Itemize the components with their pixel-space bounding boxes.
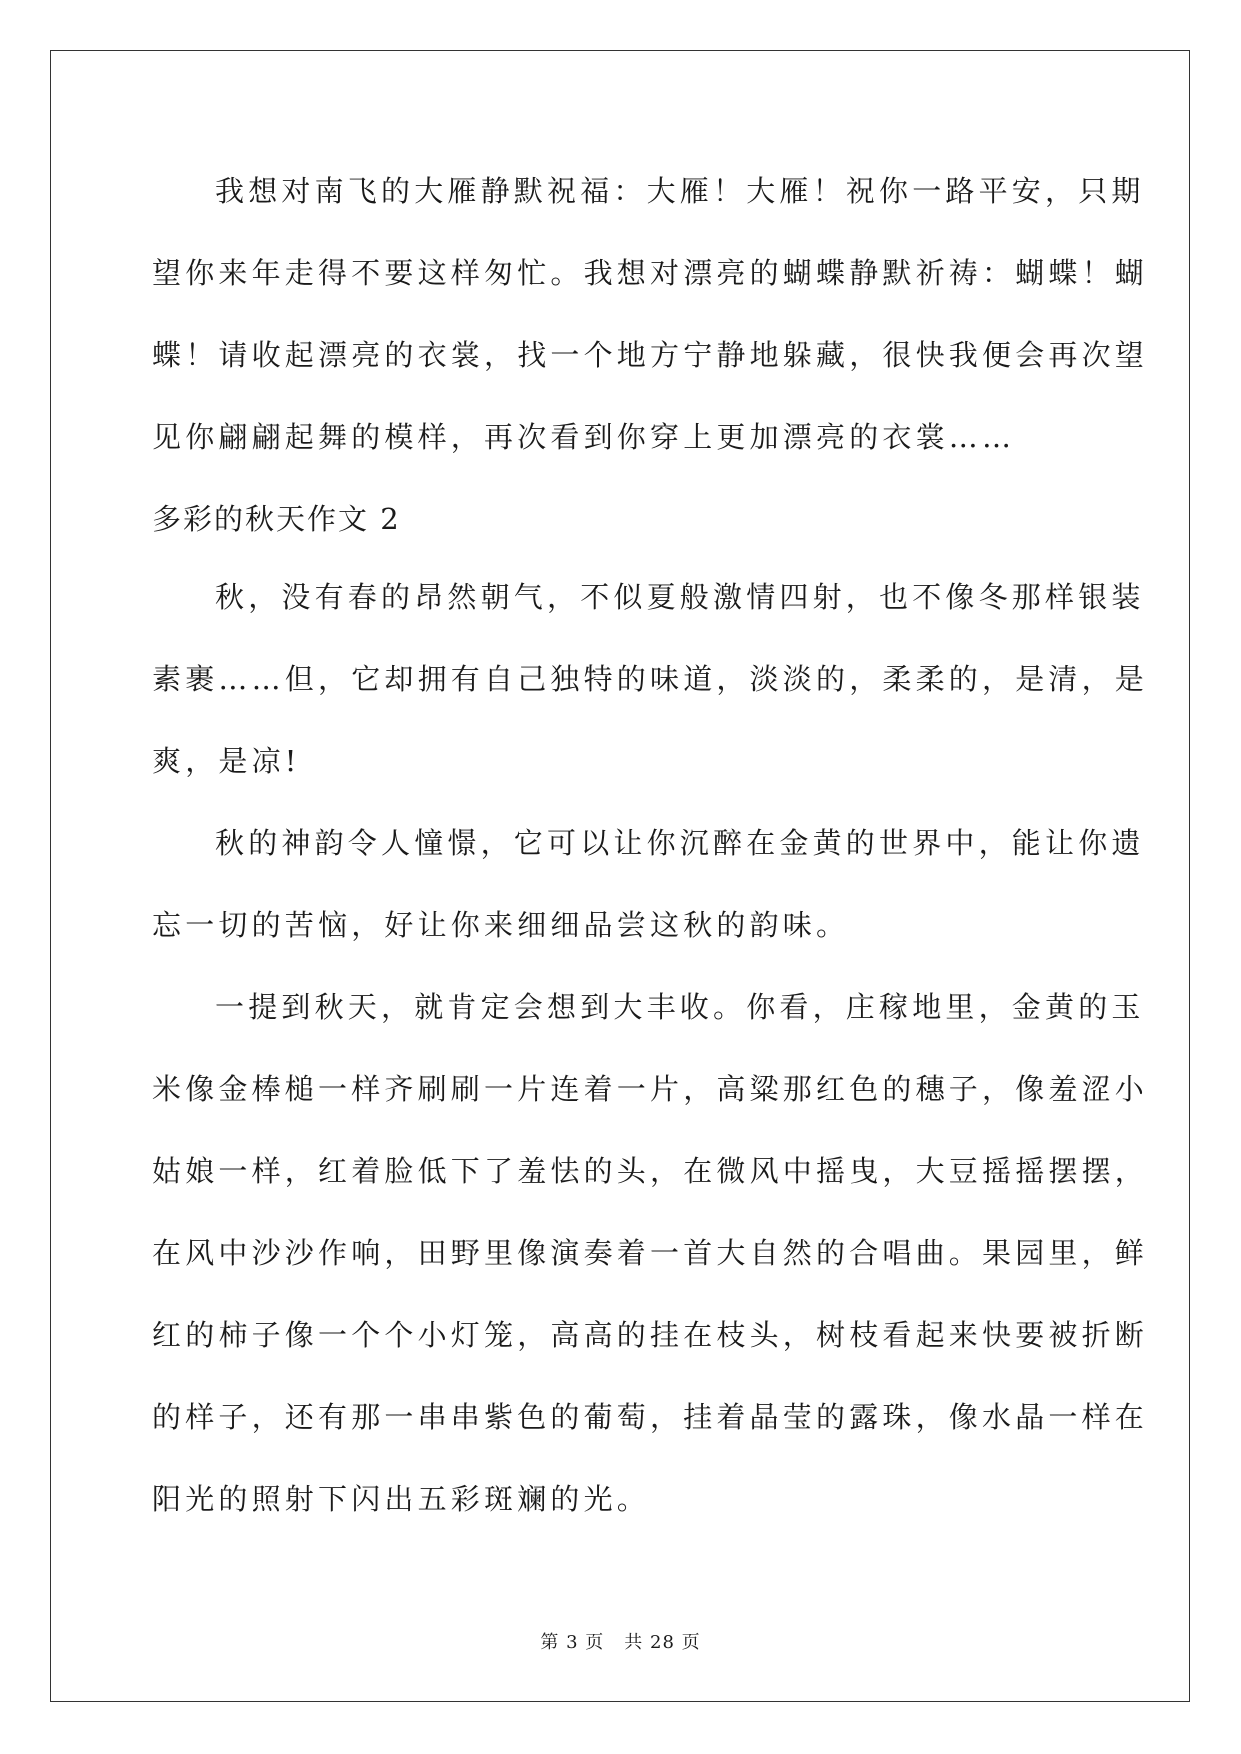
paragraph-1: [152, 155, 1149, 483]
paragraph-line: 一提到秋天，就肯定会想到大丰收。你看，庄稼地里，金黄的玉: [215, 990, 1145, 1024]
paragraph-line: 姑娘一样，红着脸低下了羞怯的头，在微风中摇曳，大豆摇摇摆摆，: [152, 1154, 1149, 1188]
paragraph-line: 蝶！请收起漂亮的衣裳，找一个地方宁静地躲藏，很快我便会再次望: [152, 338, 1149, 372]
paragraph-3: [152, 807, 1145, 971]
paragraph-line: 的样子，还有那一串串紫色的葡萄，挂着晶莹的露珠，像水晶一样在: [152, 1400, 1149, 1434]
paragraph-line: 望你来年走得不要这样匆忙。我想对漂亮的蝴蝶静默祈祷：蝴蝶！蝴: [152, 256, 1149, 290]
paragraph-line: 红的柿子像一个个小灯笼，高高的挂在枝头，树枝看起来快要被折断: [152, 1318, 1149, 1352]
paragraph-line: 爽，是凉!: [152, 744, 301, 778]
paragraph-2: [152, 561, 1149, 807]
paragraph-line: 秋，没有春的昂然朝气，不似夏般激情四射，也不像冬那样银装: [215, 580, 1145, 614]
document-body: [152, 155, 1149, 1545]
page-total: 共 28 页: [624, 1632, 701, 1653]
paragraph-line: 在风中沙沙作响，田野里像演奏着一首大自然的合唱曲。果园里，鲜: [152, 1236, 1149, 1270]
paragraph-line: 我想对南飞的大雁静默祝福：大雁！大雁！祝你一路平安，只期: [215, 174, 1145, 208]
paragraph-line: 米像金棒槌一样齐刷刷一片连着一片，高粱那红色的穗子，像羞涩小: [152, 1072, 1149, 1106]
paragraph-line: 忘一切的苦恼，好让你来细细品尝这秋的韵味。: [152, 908, 850, 942]
page-footer: [0, 1628, 1241, 1654]
paragraph-line: 见你翩翩起舞的模样，再次看到你穿上更加漂亮的衣裳……: [152, 420, 1016, 454]
paragraph-line: 阳光的照射下闪出五彩斑斓的光。: [152, 1482, 651, 1516]
paragraph-4: [152, 971, 1149, 1545]
paragraph-line: 秋的神韵令人憧憬，它可以让你沉醉在金黄的世界中，能让你遗: [215, 826, 1145, 860]
page-number: 第 3 页: [540, 1632, 605, 1653]
section-heading: 多彩的秋天作文 2: [152, 502, 401, 536]
paragraph-line: 素裹……但，它却拥有自己独特的味道，淡淡的，柔柔的，是清，是: [152, 662, 1149, 696]
